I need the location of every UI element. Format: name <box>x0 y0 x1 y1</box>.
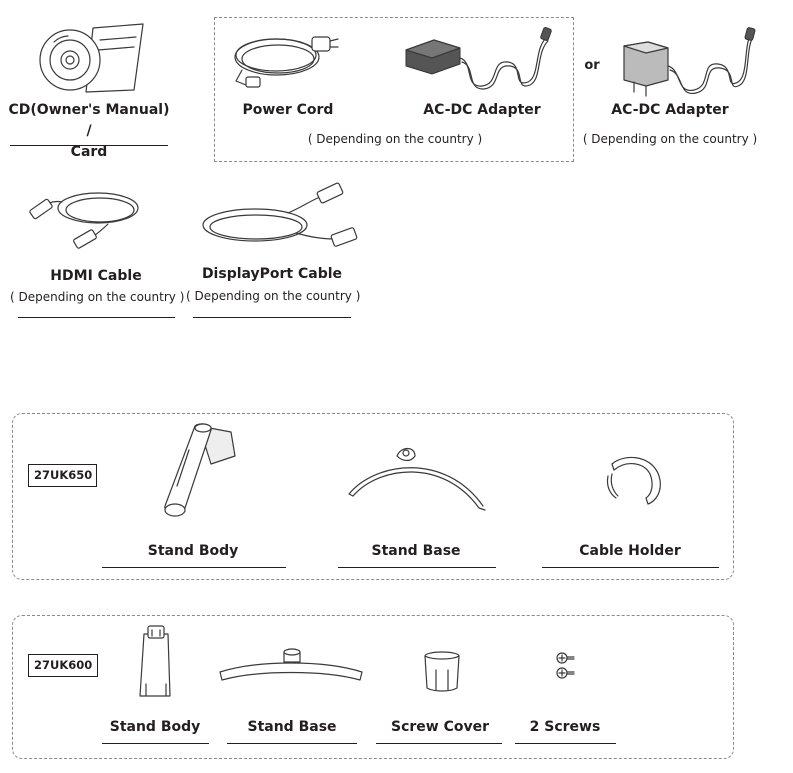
power-cord-label: Power Cord <box>242 102 334 118</box>
stand-base-650-illustration <box>345 440 490 515</box>
or-text: or <box>584 58 600 73</box>
model-27uk600-tag: 27UK600 <box>28 654 98 677</box>
screws-illustration <box>554 650 578 682</box>
cd-card-illustration <box>38 20 148 100</box>
displayport-cable-note: ( Depending on the country ) <box>186 289 361 303</box>
stand-body-650-label: Stand Body <box>147 543 239 559</box>
cd-divider <box>10 145 168 146</box>
hdmi-cable-note: ( Depending on the country ) <box>10 290 185 304</box>
screws-divider <box>515 743 616 744</box>
stand-base-600-illustration <box>218 648 364 684</box>
hdmi-divider <box>18 317 175 318</box>
displayport-divider <box>193 317 351 318</box>
ac-dc-adapter-2-note: ( Depending on the country ) <box>582 132 758 146</box>
ac-dc-adapter-illustration <box>404 28 559 98</box>
screws-label: 2 Screws <box>529 719 601 735</box>
ac-dc-adapter-2-label: AC-DC Adapter <box>611 102 729 118</box>
ac-dc-adapter-wall-illustration <box>620 28 760 98</box>
model-27uk650-tag: 27UK650 <box>28 464 97 487</box>
ac-dc-adapter-label: AC-DC Adapter <box>423 102 541 118</box>
stand-body-650-illustration <box>155 420 245 520</box>
stand-body-650-divider <box>102 567 286 568</box>
power-group-note: ( Depending on the country ) <box>307 132 483 146</box>
screw-cover-illustration <box>422 650 462 694</box>
screw-cover-divider <box>376 743 502 744</box>
stand-body-600-divider <box>102 743 209 744</box>
stand-base-600-divider <box>227 743 357 744</box>
stand-body-600-label: Stand Body <box>109 719 201 735</box>
power-cord-illustration <box>232 25 342 90</box>
displayport-cable-illustration <box>200 183 365 253</box>
stand-body-600-illustration <box>136 624 176 704</box>
model-27uk600-box <box>12 615 734 759</box>
cable-holder-illustration <box>602 452 664 507</box>
screw-cover-label: Screw Cover <box>390 719 489 735</box>
cable-holder-label: Cable Holder <box>579 543 681 559</box>
stand-base-600-label: Stand Base <box>247 719 337 735</box>
stand-base-650-label: Stand Base <box>371 543 461 559</box>
stand-base-650-divider <box>338 567 496 568</box>
cable-holder-divider <box>542 567 719 568</box>
hdmi-cable-illustration <box>28 180 143 250</box>
displayport-cable-label: DisplayPort Cable <box>201 266 343 282</box>
cd-card-label: CD(Owner's Manual) / Card <box>8 102 170 160</box>
hdmi-cable-label: HDMI Cable <box>50 268 142 284</box>
